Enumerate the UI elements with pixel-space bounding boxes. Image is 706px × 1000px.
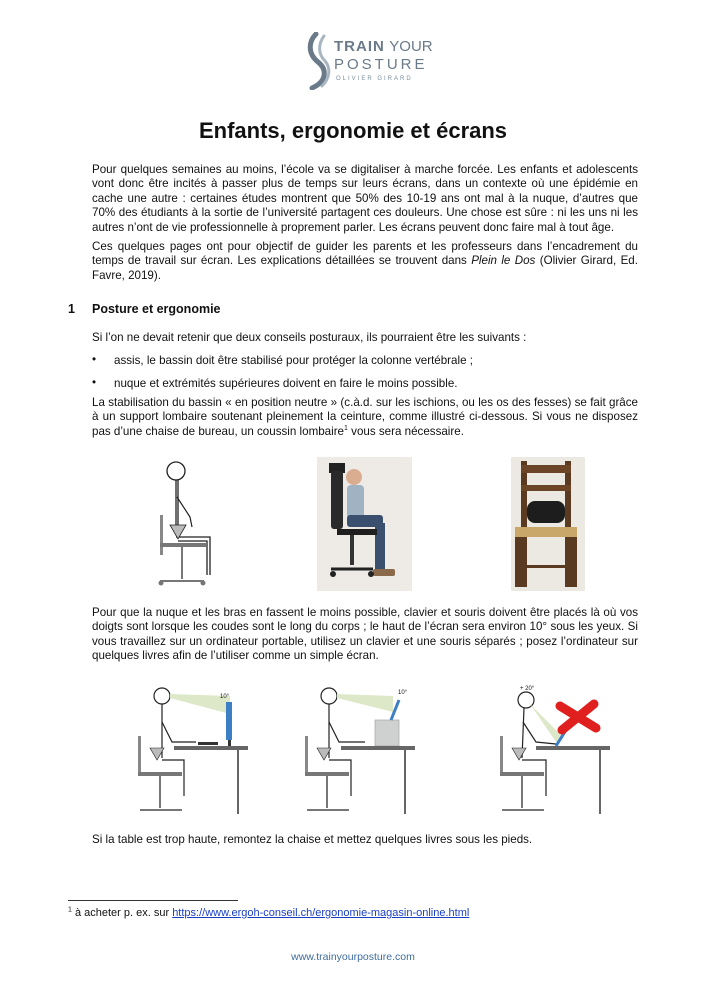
angle-label-3: + 20° — [520, 686, 535, 692]
bullet-marker: • — [92, 353, 97, 366]
desktop-screen-posture-illustration — [138, 686, 248, 816]
logo-your: YOUR — [389, 38, 433, 55]
angle-label-2: 10° — [398, 690, 408, 696]
wooden-chair-with-cushion-image — [511, 457, 585, 591]
paragraph-stabilisation-end: vous sera nécessaire. — [347, 424, 464, 438]
book-title: Plein le Dos — [471, 254, 536, 268]
footer-url[interactable]: www.trainyourposture.com — [291, 951, 415, 963]
footnote-mark: 1 — [68, 906, 72, 914]
bullet-item-1: assis, le bassin doit être stabilisé pour protéger la colonne vertébrale ; — [114, 354, 473, 367]
section-number: 1 — [68, 302, 75, 316]
sitting-posture-illustration — [152, 457, 222, 589]
footnote-link[interactable]: https://www.ergoh-conseil.ch/ergonomie-magasin-online.html — [172, 907, 470, 919]
intro-paragraph-2-text: Ces quelques pages ont pour objectif de guider les parents et les professeurs dans l’encadrement du temps de travail sur écran. Les explications détaillées se trouvent dans — [92, 240, 638, 268]
intro-paragraph-2 — [92, 240, 638, 283]
angle-label-1: 10° — [220, 694, 230, 700]
lumbar-cushion-photo — [511, 457, 585, 591]
intro-paragraph-1: Pour quelques semaines au moins, l’école va se digitaliser à marche forcée. Les enfants et adolescents vont donc être incités à passer plus de temps sur leurs écrans, dans un contexte où une épidémie en cache une autre : certaines études montrent que 50% des 10-19 ans ont mal à la nuque, d’autres que 70% des étudiants à la sortie de l’université partagent ces douleurs. Une chose est sûre : ni les uns ni les autres n’ont de vie professionnelle à proprement parler. Les écrans peuvent donc faire mal à tout âge. — [92, 163, 638, 234]
bullet-item-2: nuque et extrémités supérieures doivent en faire le moins possible. — [114, 377, 458, 390]
section-title: Posture et ergonomie — [92, 302, 221, 316]
logo-spine-icon — [298, 32, 336, 90]
footnote — [68, 907, 469, 919]
paragraph-stabilisation — [92, 396, 638, 439]
logo-train: TRAIN — [334, 38, 385, 55]
footnote-divider — [68, 900, 238, 901]
man-on-office-chair-image — [317, 457, 412, 591]
footnote-text: à acheter p. ex. sur — [71, 907, 173, 919]
logo-posture: POSTURE — [334, 56, 428, 73]
logo — [298, 32, 433, 90]
red-cross-icon — [560, 704, 596, 730]
office-chair-photo — [317, 457, 412, 591]
laptop-wrong-posture-illustration — [500, 686, 610, 816]
logo-author: OLIVIER GIRARD — [336, 76, 413, 82]
intro-paragraph-2-end: (Olivier Girard, Ed. Favre, 2019). — [92, 254, 638, 282]
paragraph-stabilisation-text: La stabilisation du bassin « en position neutre » (c.à.d. sur les ischions, ou les os des fesses) se fait grâce à un support lombaire soutenant pleinement la ceinture, comme illustré ci-dessous. Si vous ne disposez pas d’une chaise de bureau, un coussin lombaire — [92, 396, 638, 438]
paragraph-nuque: Pour que la nuque et les bras en fassent le moins possible, clavier et souris doivent être placés là où vos doigts sont lorsque les coudes sont le long du corps ; le haut de l’écran sera environ 10° sous les yeux. Si vous travaillez sur un ordinateur portable, utilisez un clavier et une souris séparés ; posez l’ordinateur sur quelques livres afin de l’utiliser comme un simple écran. — [92, 606, 638, 663]
footnote-ref: 1 — [344, 424, 348, 432]
bullet-marker: • — [92, 376, 97, 389]
page-title: Enfants, ergonomie et écrans — [198, 118, 508, 143]
section-lead: Si l’on ne devait retenir que deux conseils posturaux, ils pourraient être les suivants : — [92, 331, 527, 344]
paragraph-table: Si la table est trop haute, remontez la chaise et mettez quelques livres sous les pieds. — [92, 833, 533, 846]
laptop-on-books-illustration — [305, 686, 415, 816]
